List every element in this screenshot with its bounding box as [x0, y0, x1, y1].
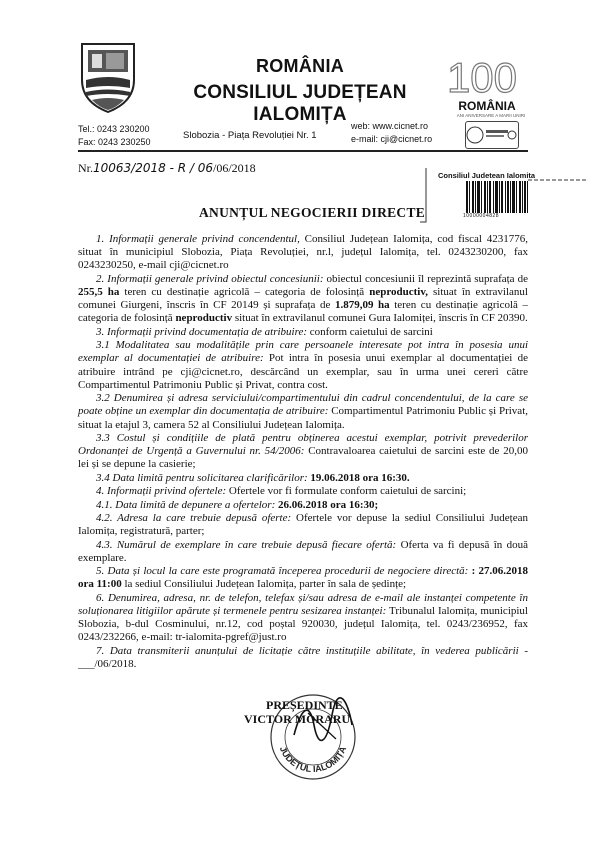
section-7-label: 7. Data transmiterii anunțului de licitație către instituțiile abilitate, în vederea publicării -	[96, 644, 528, 657]
council-heading: CONSILIUL JUDEȚEAN IALOMIȚA	[193, 82, 407, 125]
section-4-text: Ofertele vor fi formulate conform caietului de sarcini;	[226, 485, 467, 498]
section-4	[78, 485, 528, 498]
barcode-icon	[466, 181, 528, 213]
header-divider	[78, 150, 528, 152]
section-2-text-d: situat în extravilanul comunei Giurgeni, înscris în CF 20149 și suprafața de	[78, 286, 528, 312]
section-2-category-2: neproductiv	[175, 312, 233, 325]
signatory-name: VICTOR MORARU	[244, 712, 351, 726]
section-4-2-text: Ofertele vor depuse la sediul Consiliului Județean Ialomița, registratură, parter;	[78, 511, 528, 538]
section-3-2-text: Compartimentul Patrimoniu Public și Privat, situat la etajul 3, camera 52 al Consiliului Județean Ialomița.	[78, 405, 528, 431]
registration-number	[78, 161, 256, 176]
section-5	[78, 565, 528, 591]
section-7-text: ___/06/2018.	[78, 657, 137, 670]
section-2	[78, 273, 528, 326]
document-title: ANUNȚUL NEGOCIERII DIRECTE	[199, 205, 426, 220]
signatory-role: PREȘEDINTE	[266, 698, 343, 712]
seal-text: JUDEȚUL IALOMIȚA	[277, 744, 349, 775]
section-2-area-1: 255,5 ha	[78, 286, 120, 298]
section-5-datetime: : 27.06.2018 ora 11:00	[78, 565, 528, 591]
website-link[interactable]: web: www.cicnet.ro	[351, 121, 429, 131]
coat-of-arms-icon	[78, 40, 138, 114]
section-2-text-e: teren cu destinație agricolă – categoria de folosință	[78, 299, 528, 325]
section-4-3-label: 4.3. Numărul de exemplare în care trebuie depusă fiecare ofertă:	[96, 538, 397, 551]
section-6	[78, 592, 528, 645]
fax-number: Fax: 0243 230250	[78, 137, 151, 147]
section-1	[78, 233, 528, 273]
section-2-text-f: situat în extravilanul comunei Gura Ialomiței, înscris în CF 20390.	[232, 312, 528, 325]
section-4-2	[78, 512, 528, 538]
section-2-area-2: 1.879,09 ha	[334, 299, 390, 312]
registration-date: /06/2018	[213, 161, 256, 175]
section-3-4	[78, 472, 528, 485]
stamp-title: Consiliul Judetean Ialomita	[438, 171, 536, 180]
country-heading: ROMÂNIA	[255, 56, 345, 76]
section-4-3-text: Oferta va fi depusă în două exemplare.	[78, 538, 528, 564]
section-3-3-text: Contravaloarea caietului de sarcini este de 20,00 lei și se depune la casierie;	[78, 445, 528, 471]
handwritten-signature	[288, 695, 358, 750]
section-3-2	[78, 392, 528, 432]
section-6-text: Tribunalul Ialomița, municipiul Slobozia, b-dul Cosminului, nr.12, cod poștal 920030, județul Ialomița, tel. 0243/236952, fax 0243/232266, e-mail: tr-ialomita-pgref@just.ro	[78, 604, 528, 644]
section-3-2-label: 3.2 Denumirea și adresa serviciului/compartimentului din cadrul concendentului, de la care se poate obține un exemplar din documentația de atribuire:	[78, 392, 528, 418]
section-4-1-text: 26.06.2018 ora 16:30;	[275, 498, 379, 511]
centenary-logo-text: 100	[446, 54, 518, 100]
section-4-1	[78, 499, 528, 512]
section-3-1	[78, 339, 528, 392]
section-3-4-text: 19.06.2018 ora 16:30.	[307, 471, 410, 484]
barcode-number: 10000004828	[463, 213, 500, 219]
registration-handwritten: 10063/2018 - R / 06	[93, 161, 213, 175]
announcement-body	[78, 233, 528, 671]
registration-prefix: Nr.	[78, 161, 93, 175]
section-3-4-label: 3.4 Data limită pentru solicitarea clarificărilor:	[96, 471, 308, 484]
certification-logo	[465, 121, 519, 149]
section-1-text: Consiliul Județean Ialomița, cod fiscal 4231776, situat în municipiul Slobozia, Piața Revoluției, nr.l, județul Ialomița, tel. 0243230200, fax 0243230250, e-mail cji@cicnet.ro	[78, 233, 529, 272]
section-4-2-label: 4.2. Adresa la care trebuie depusă oferte:	[96, 511, 292, 524]
phone-block	[78, 123, 151, 149]
email-link[interactable]: e-mail: cji@cicnet.ro	[351, 134, 433, 144]
section-3-3-label: 3.3 Costul și condițiile de plată pentru obținerea acestui exemplar, potrivit prevederilor Ordonanței de Urgență a Guvernului nr. 54/2006:	[78, 431, 528, 458]
centenary-romania: ROMÂNIA	[458, 99, 516, 113]
section-3-text: conform caietului de sarcini	[307, 325, 433, 338]
section-3-1-text: Pot intra în posesia unui exemplar al documentației de atribuire intrând pe cji@cicnet.ro, descărcând un exemplar, sau în urma unei cereri către Compartimentul Patrimoniu Public și Privat, contra cost.	[78, 352, 528, 391]
section-3-1-label: 3.1 Modalitatea sau modalitățile prin care persoanele interesate pot intra în posesia unui exemplar al documentației de atribuire:	[78, 339, 528, 365]
section-2-text-c: teren cu destinație agricolă – categoria de folosință	[119, 286, 370, 298]
section-5-label: 5. Data și locul la care este programată începerea procedurii de negociere directă:	[96, 565, 469, 578]
section-3-label: 3. Informații privind documentația de atribuire:	[96, 325, 308, 338]
section-4-label: 4. Informații privind ofertele:	[96, 485, 227, 498]
section-1-label: 1. Informații generale privind concendentul,	[96, 233, 300, 245]
section-2-label: 2. Informații generale privind obiectul concesiunii:	[96, 272, 324, 285]
section-4-1-label: 4.1. Data limită de depunere a ofertelor:	[96, 498, 276, 511]
section-3	[78, 326, 528, 339]
address: Slobozia - Piața Revoluției Nr. 1	[183, 130, 317, 141]
section-2-text-a: obiectul concesiunii îl reprezintă suprafața de	[323, 272, 528, 285]
section-3-3	[78, 432, 528, 472]
centenary-subtitle: ANI ANIVERSARE A MARII UNIRI	[456, 113, 526, 118]
centenary-logo	[442, 52, 522, 100]
section-2-category-1: neproductiv,	[369, 286, 428, 298]
section-6-label: 6. Denumirea, adresa, nr. de telefon, telefax și/sau adresa de e-mail ale instanței competente în soluționarea litigiilor apărute și termenele pentru sesizarea instanței:	[78, 591, 528, 617]
section-4-3	[78, 539, 528, 565]
section-5-text: la sediul Consiliului Județean Ialomița, parter în sala de ședințe;	[121, 578, 407, 591]
section-7	[78, 645, 528, 671]
phone-number: Tel.: 0243 230200	[78, 124, 150, 134]
web-block	[351, 120, 432, 146]
